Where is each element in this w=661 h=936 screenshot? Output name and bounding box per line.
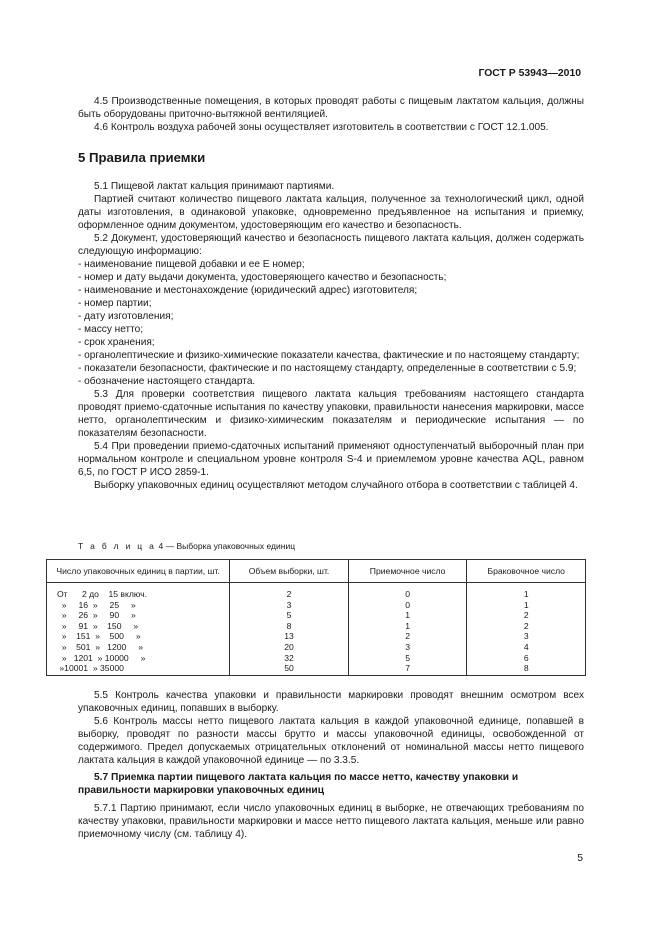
cell-accept: 5	[348, 653, 467, 664]
col-lot-size: Число упаковочных единиц в партии, шт.	[47, 560, 230, 583]
section-5-heading: 5 Правила приемки	[78, 150, 206, 165]
cell-sample: 32	[230, 653, 349, 664]
table-row	[47, 610, 586, 621]
col-rejection-number: Браковочное число	[467, 560, 586, 583]
paragraph-5-1: 5.1 Пищевой лактат кальция принимают партиями.	[94, 181, 335, 192]
cell-sample: 50	[230, 663, 349, 675]
cell-lot-range: От 2 до 15 включ.	[47, 583, 230, 600]
cell-lot-range: » 91 » 150 »	[47, 621, 230, 632]
list-item: - номер и дату выдачи документа, удостоверяющего качество и безопасность;	[78, 272, 447, 283]
cell-reject: 2	[467, 610, 586, 621]
paragraph-sampling: Выборку упаковочных единиц осуществляют методом случайного отбора в соответствии с таблицей 4.	[94, 480, 578, 491]
table-row	[47, 642, 586, 653]
table-row	[47, 663, 586, 675]
cell-lot-range: » 26 » 90 »	[47, 610, 230, 621]
cell-sample: 20	[230, 642, 349, 653]
table-caption-prefix: Т а б л и ц а	[78, 541, 157, 551]
table-header-row	[47, 560, 586, 583]
paragraph-lot-definition: Партией считают количество пищевого лактата кальция, полученное за технологический цикл, одной даты изготовления, в одинаковой упаковке, одновременно предъявленное на испытания и приемку, оформленное одним документом, удостоверяющим его качество и безопасность.	[78, 194, 584, 231]
table-row	[47, 653, 586, 664]
paragraph-5-2: 5.2 Документ, удостоверяющий качество и безопасность пищевого лактата кальция, должен содержать следующую информацию:	[78, 233, 584, 257]
list-item: - показатели безопасности, фактические и по настоящему стандарту, определенные в соответствии с 5.9;	[78, 363, 577, 374]
cell-accept: 1	[348, 610, 467, 621]
paragraph-4-6: 4.6 Контроль воздуха рабочей зоны осуществляет изготовитель в соответствии с ГОСТ 12.1.005.	[94, 122, 549, 133]
cell-lot-range: » 501 » 1200 »	[47, 642, 230, 653]
list-item: - органолептические и физико-химические показатели качества, фактические и по настоящему стандарту;	[78, 350, 580, 361]
table-row	[47, 583, 586, 600]
cell-accept: 7	[348, 663, 467, 675]
section-4-text	[78, 95, 584, 134]
table-row	[47, 621, 586, 632]
cell-accept: 2	[348, 631, 467, 642]
page-number: 5	[577, 853, 583, 864]
cell-reject: 6	[467, 653, 586, 664]
cell-sample: 2	[230, 583, 349, 600]
cell-reject: 3	[467, 631, 586, 642]
paragraph-5-5: 5.5 Контроль качества упаковки и правильности маркировки проводят внешним осмотром всех упаковочных единиц, попавших в выборку.	[78, 690, 584, 714]
paragraph-5-4: 5.4 При проведении приемо-сдаточных испытаний применяют одноступенчатый выборочный план при нормальном контроле и специальном уровне контроля S-4 и приемлемом уровне качества AQL, равном 6,5, по ГОСТ Р ИСО 2859-1.	[78, 441, 584, 478]
paragraph-4-5: 4.5 Производственные помещения, в которых проводят работы с пищевым лактатом кальция, должны быть оборудованы приточно-вытяжной вентиляцией.	[78, 96, 584, 120]
paragraph-5-6: 5.6 Контроль массы нетто пищевого лактата кальция в каждой упаковочной единице, попавшей в выборку, проводят по разности массы брутто и массы упаковочной единицы, освобожденной от содержимого. Предел допускаемых отрицательных отклонений от номинальной массы нетто пищевого лактата кальция в каждой упаковочной единице — по 3.3.5.	[78, 716, 584, 766]
cell-reject: 2	[467, 621, 586, 632]
cell-accept: 1	[348, 621, 467, 632]
list-item: - обозначение настоящего стандарта.	[78, 376, 256, 387]
table-caption	[78, 541, 295, 551]
cell-reject: 8	[467, 663, 586, 675]
cell-accept: 0	[348, 583, 467, 600]
cell-reject: 1	[467, 583, 586, 600]
cell-lot-range: »10001 » 35000	[47, 663, 230, 675]
cell-lot-range: » 1201 » 10000 »	[47, 653, 230, 664]
cell-accept: 3	[348, 642, 467, 653]
section-5-continued	[78, 689, 584, 841]
list-item: - номер партии;	[78, 298, 152, 309]
section-5-text	[78, 180, 584, 492]
list-item: - массу нетто;	[78, 324, 144, 335]
sample-size-table	[46, 559, 586, 676]
list-item: - наименование пищевой добавки и ее Е номер;	[78, 259, 305, 270]
paragraph-5-3: 5.3 Для проверки соответствия пищевого лактата кальция требованиям настоящего стандарта проводят приемо-сдаточные испытания по качеству упаковки, правильности нанесения маркировки, массе нетто, органолептическим и физико-химическим показателям и периодические испытания — по показателям безопасности.	[78, 389, 584, 439]
subsection-5-7-heading: 5.7 Приемка партии пищевого лактата кальция по массе нетто, качеству упаковки и правильности маркировки упаковочных единиц	[78, 772, 519, 796]
list-item: - срок хранения;	[78, 337, 155, 348]
cell-sample: 8	[230, 621, 349, 632]
cell-reject: 1	[467, 600, 586, 611]
table-row	[47, 631, 586, 642]
table-caption-title: 4 — Выборка упаковочных единиц	[158, 541, 296, 551]
cell-sample: 13	[230, 631, 349, 642]
cell-lot-range: » 16 » 25 »	[47, 600, 230, 611]
list-item: - дату изготовления;	[78, 311, 174, 322]
cell-reject: 4	[467, 642, 586, 653]
list-item: - наименование и местонахождение (юридический адрес) изготовителя;	[78, 285, 418, 296]
document-header: ГОСТ Р 53943—2010	[478, 68, 581, 79]
cell-accept: 0	[348, 600, 467, 611]
cell-sample: 5	[230, 610, 349, 621]
col-acceptance-number: Приемочное число	[348, 560, 467, 583]
cell-lot-range: » 151 » 500 »	[47, 631, 230, 642]
paragraph-5-7-1: 5.7.1 Партию принимают, если число упаковочных единиц в выборке, не отвечающих требованиям по качеству упаковки, правильности маркировки и массе нетто пищевого лактата кальция, меньше или равно приемочному числу (см. таблицу 4).	[78, 803, 584, 840]
table-row	[47, 600, 586, 611]
cell-sample: 3	[230, 600, 349, 611]
col-sample-size: Объем выборки, шт.	[230, 560, 349, 583]
